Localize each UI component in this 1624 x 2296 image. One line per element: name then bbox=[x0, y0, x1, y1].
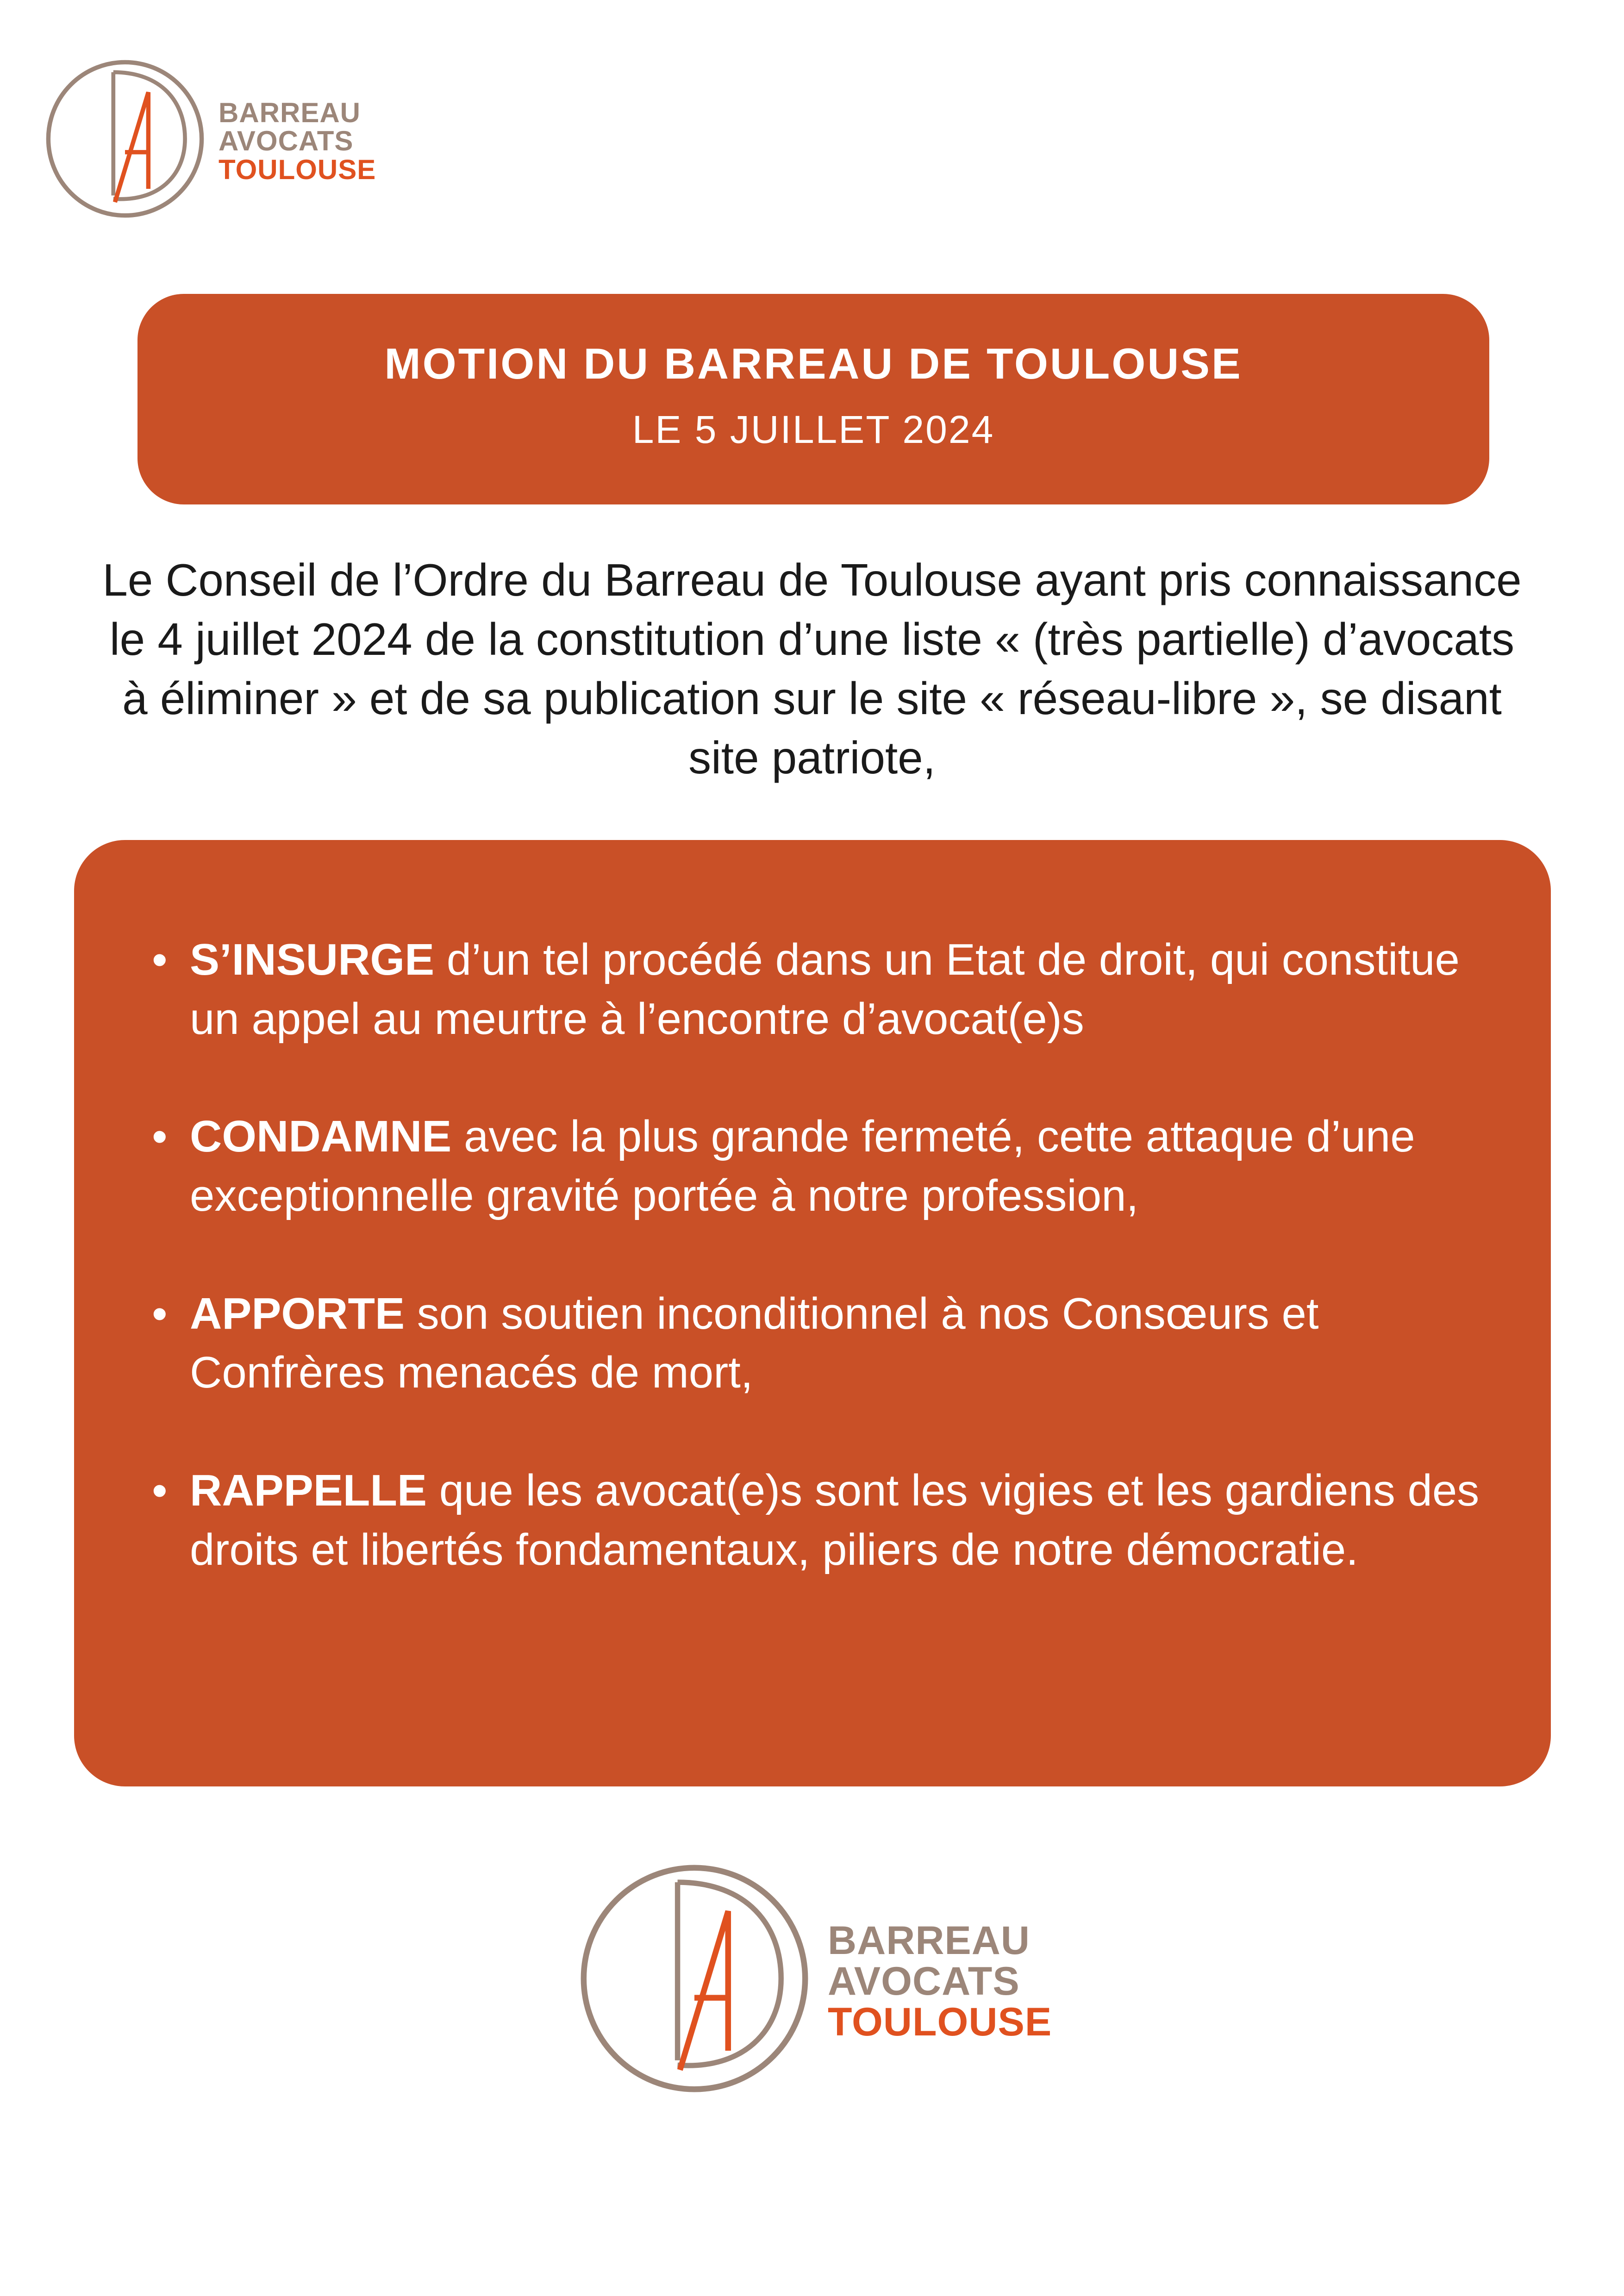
resolution-text: que les avocat(e)s sont les vigies et les gardiens des droits et libertés fondamentaux, piliers de notre démocratie. bbox=[190, 1466, 1480, 1574]
resolution-item bbox=[152, 1107, 1491, 1225]
logo-wordmark bbox=[219, 99, 376, 184]
page-title: MOTION DU BARREAU DE TOULOUSE bbox=[384, 339, 1243, 388]
bullet-icon: • bbox=[152, 1288, 168, 1338]
logo-line-barreau: BARREAU bbox=[219, 97, 361, 129]
resolution-text: avec la plus grande fermeté, cette attaque d’une exceptionnelle gravité portée à notre profession, bbox=[190, 1112, 1415, 1221]
logo-line-avocats: AVOCATS bbox=[828, 1959, 1020, 2004]
bullet-icon: • bbox=[152, 1466, 168, 1516]
resolution-verb: RAPPELLE bbox=[190, 1466, 427, 1516]
resolution-item bbox=[152, 930, 1491, 1048]
bullet-icon: • bbox=[152, 1112, 168, 1162]
resolution-verb: CONDAMNE bbox=[190, 1112, 452, 1162]
resolution-verb: S’INSURGE bbox=[190, 935, 435, 984]
logo-line-toulouse: TOULOUSE bbox=[219, 154, 376, 185]
resolution-item bbox=[152, 1461, 1491, 1579]
barreau-logo-emblem bbox=[42, 56, 208, 222]
resolutions-box bbox=[74, 840, 1551, 1786]
resolution-verb: APPORTE bbox=[190, 1288, 405, 1338]
resolution-text: son soutien inconditionnel à nos Consœurs et Confrères menacés de mort, bbox=[190, 1288, 1319, 1398]
resolution-text: d’un tel procédé dans un Etat de droit, qui constitue un appel au meurtre à l’encontre d’avocat(e)s bbox=[190, 935, 1460, 1044]
logo-line-barreau: BARREAU bbox=[828, 1918, 1030, 1963]
bullet-icon: • bbox=[152, 935, 168, 984]
logo-top bbox=[42, 56, 376, 222]
title-banner bbox=[137, 294, 1489, 504]
motion-date: LE 5 JUILLET 2024 bbox=[632, 407, 995, 451]
logo-bottom bbox=[574, 1858, 1052, 2099]
logo-wordmark bbox=[828, 1918, 1052, 2044]
intro-paragraph: Le Conseil de l’Ordre du Barreau de Toulouse ayant pris connaissance le 4 juillet 2024 de la constitution d’une liste « (très partielle) d’avocats à éliminer » et de sa publication sur le site « réseau-libre », se disant site patriote, bbox=[102, 554, 1522, 783]
logo-line-toulouse: TOULOUSE bbox=[828, 1999, 1052, 2044]
resolution-item bbox=[152, 1284, 1491, 1402]
barreau-logo-emblem bbox=[574, 1858, 815, 2099]
logo-line-avocats: AVOCATS bbox=[219, 125, 354, 157]
